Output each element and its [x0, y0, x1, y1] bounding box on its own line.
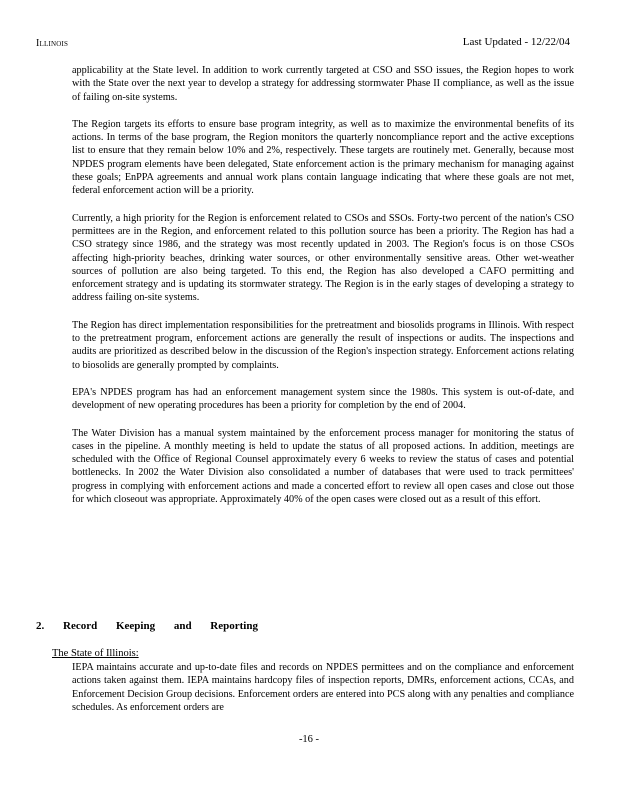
paragraph-cso-priority: Currently, a high priority for the Region is enforcement related to CSOs and SSOs. Forty-two percent of the nation's CSO permittees are in the Region, and enforcement related to this pollution source has been a priority. The Region has had a CSO strategy since 1986, and the strategy was most recently updated in 2003. The Region's focus is on those CSOs affecting high-priority beaches, drinking water sources, or other environmentally sensitive areas. Other wet-weather sources of pollution are also being targeted. To this end, the Region has also developed a CAFO permitting and enforcement strategy and is updating its stormwater strategy. The Region is in the early stages of developing a strategy to address failing on-site systems. [72, 212, 574, 304]
paragraph-management-system: EPA's NPDES program has had an enforcement management system since the 1980s. This system is out-of-date, and development of new operating procedures has been a priority for completion by the end of 2004. [72, 386, 574, 412]
paragraph-pretreatment: The Region has direct implementation responsibilities for the pretreatment and biosolids programs in Illinois. With respect to the pretreatment program, enforcement actions are generally the result of inspections or audits. The inspections and audits are prioritized as described below in the discussion of the Region's inspection strategy. Enforcement actions relating to biosolids are generally prompted by complaints. [72, 319, 574, 371]
paragraph-applicability: applicability at the State level. In addition to work currently targeted at CSO and SSO issues, the Region hopes to work with the State over the next year to develop a strategy for addressing stormwater Phase II compliance, as well as the issue of failing on-site systems. [72, 65, 574, 103]
header-last-updated: Last Updated - 12/22/04 [462, 36, 570, 48]
header-state-name: Illinois [36, 38, 69, 49]
section-heading: 2. Record Keeping and Reporting [36, 620, 258, 632]
paragraph-water-division: The Water Division has a manual system maintained by the enforcement process manager for monitoring the status of cases in the pipeline. A monthly meeting is held to update the status of all proposed actions. In addition, meetings are scheduled with the Office of Regional Counsel approximately every 6 weeks to review the status of cases and potential bottlenecks. In 2002 the Water Division also consolidated a number of databases that were used to track permittees' progress in complying with enforcement actions and made a concerted effort to review all open cases and close out those for which closeout was appropriate. Approximately 40% of the open cases were closed out as a result of this effort. [72, 427, 574, 506]
document-body [72, 64, 574, 520]
subsection-heading: The State of Illinois: [52, 648, 139, 659]
page-number: -16 - [298, 734, 320, 745]
paragraph-base-program: The Region targets its efforts to ensure base program integrity, as well as to maximize the environmental benefits of its actions. In terms of the base program, the Region monitors the quarterly noncompliance report and the active exceptions list to ensure that they remain below 10% and 2%, respectively. These targets are routinely met. Generally, because most NPDES program elements have been delegated, State enforcement action is the primary mechanism for managing against these goals; EnPPA agreements and annual work plans contain language indicating that where these goals are not met, federal enforcement action will be a priority. [72, 118, 574, 197]
subsection-paragraph: IEPA maintains accurate and up-to-date files and records on NPDES permittees and on the compliance and enforcement actions taken against them. IEPA maintains hardcopy files of inspection reports, DMRs, enforcement actions, CCAs, and Enforcement Decision Group decisions. Enforcement orders are entered into PCS along with any penalties and compliance schedules. As enforcement orders are [72, 662, 574, 713]
